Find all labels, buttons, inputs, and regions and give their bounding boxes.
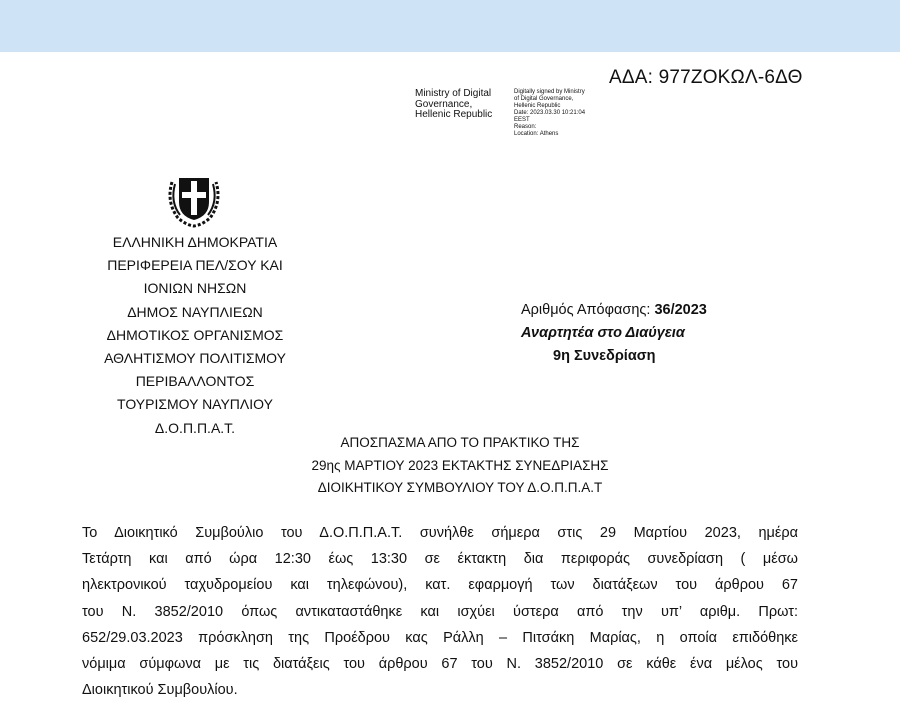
signature-detail-line: Hellenic Republic (514, 103, 561, 109)
body-paragraph (82, 520, 798, 703)
organization-line: ΙΟΝΙΩΝ ΝΗΣΩΝ (143, 280, 247, 297)
body-line: του Ν. 3852/2010 όπως αντικαταστάθηκε και ισχύει ύστερα από την υπ’ αριθμ. Πρωτ: (82, 603, 798, 620)
signature-detail-line: Date: 2023.03.30 10:21:04 (514, 110, 586, 116)
organization-line: ΠΕΡΙΒΑΛΛΟΝΤΟΣ (135, 373, 255, 390)
top-banner (0, 0, 900, 52)
extract-heading-line: 29ης ΜΑΡΤΙΟΥ 2023 ΕΚΤΑΚΤΗΣ ΣΥΝΕΔΡΙΑΣΗΣ (311, 457, 609, 473)
decision-number-label: Αριθμός Απόφασης: (521, 302, 655, 318)
organization-line: ΕΛΛΗΝΙΚΗ ΔΗΜΟΚΡΑΤΙΑ (112, 234, 278, 250)
organization-line: ΔΗΜΟΤΙΚΟΣ ΟΡΓΑΝΙΣΜΟΣ (106, 326, 284, 343)
body-line: Τετάρτη και από ώρα 12:30 έως 13:30 σε έκτακτη δια περιφοράς συνεδρίαση ( μέσω (82, 551, 798, 568)
signature-issuer (415, 89, 492, 121)
issuing-organization (80, 231, 310, 440)
signature-detail-line: Digitally signed by Ministry (514, 89, 585, 95)
signature-issuer-line: Hellenic Republic (415, 109, 493, 120)
body-line: νόμιμα σύμφωνα με τις διατάξεις του άρθρου 67 του Ν. 3852/2010 σε κάθε ένα μέλος του (82, 656, 798, 673)
diavgeia-note: Αναρτητέα στο Διαύγεια (521, 325, 685, 341)
signature-detail-line: EEST (514, 117, 530, 123)
body-line: Διοικητικού Συμβουλίου. (82, 682, 238, 699)
signature-issuer-line: Ministry of Digital (415, 88, 492, 99)
extract-heading-line: ΑΠΟΣΠΑΣΜΑ ΑΠΟ ΤΟ ΠΡΑΚΤΙΚΟ ΤΗΣ (340, 435, 580, 450)
decision-number (521, 299, 707, 322)
ada-code: ΑΔΑ: 977ΖΟΚΩΛ-6ΔΘ (609, 67, 803, 88)
organization-line: ΠΕΡΙΦΕΡΕΙΑ ΠΕΛ/ΣΟΥ ΚΑΙ (107, 257, 283, 274)
decision-number-value: 36/2023 (654, 302, 707, 318)
signature-issuer-line: Governance, (415, 98, 473, 110)
signature-detail-line: Location: Athens (514, 131, 559, 137)
organization-line: ΤΟΥΡΙΣΜΟΥ ΝΑΥΠΛΙΟΥ (117, 396, 273, 413)
hellenic-coat-of-arms-icon (164, 172, 224, 228)
signature-details (514, 89, 585, 138)
signature-detail-line: Reason: (514, 124, 537, 130)
body-line: 652/29.03.2023 πρόσκληση της Προέδρου κας Ράλλη – Πιτσάκη Μαρίας, η οποία επιδόθηκε (82, 629, 798, 646)
decision-info (521, 299, 707, 368)
body-line: Το Διοικητικό Συμβούλιο του Δ.Ο.Π.Π.Α.Τ. συνήλθε σήμερα στις 29 Μαρτίου 2023, ημέρα (82, 525, 798, 541)
extract-heading-line: ΔΙΟΙΚΗΤΙΚΟΥ ΣΥΜΒΟΥΛΙΟΥ ΤΟΥ Δ.Ο.Π.Π.Α.Τ (317, 480, 603, 495)
organization-line: ΑΘΛΗΤΙΣΜΟΥ ΠΟΛΙΤΙΣΜΟΥ (104, 350, 286, 367)
session-number: 9η Συνεδρίαση (553, 348, 656, 364)
extract-heading (230, 432, 690, 500)
body-line: ηλεκτρονικού ταχυδρομείου και τηλεφώνου), κατ. εφαρμογή των διατάξεων του άρθρου 67 (82, 577, 798, 594)
signature-detail-line: of Digital Governance, (514, 96, 574, 102)
organization-line: ΔΗΜΟΣ ΝΑΥΠΛΙΕΩΝ (127, 303, 263, 320)
organization-line: Δ.Ο.Π.Π.Α.Τ. (154, 419, 236, 436)
